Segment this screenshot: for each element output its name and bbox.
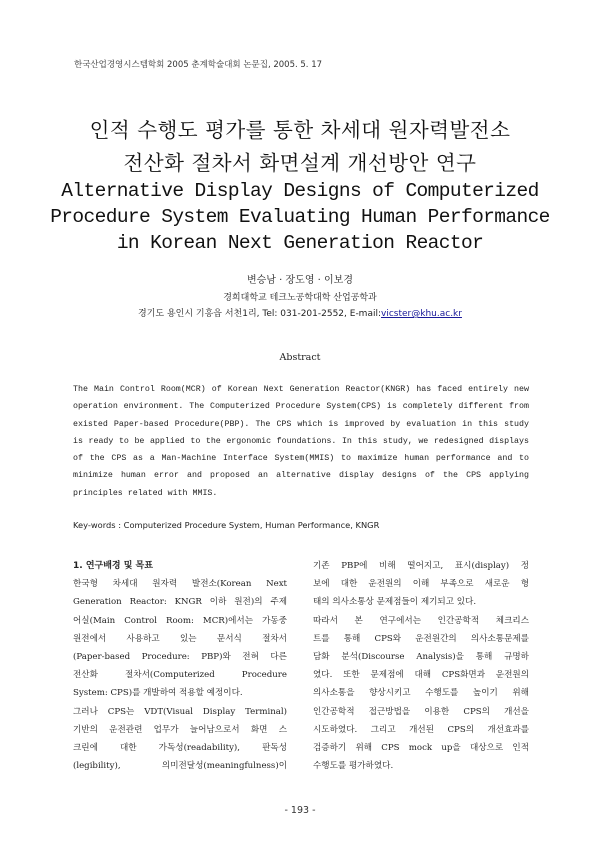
body-line: 크린에 대한 가독성(readability), 판독성	[73, 743, 287, 754]
right-column	[313, 557, 529, 775]
affiliation: 경희대학교 테크노공학대학 산업공학과	[223, 293, 377, 303]
page-number: - 193 -	[284, 805, 316, 816]
left-column	[73, 557, 287, 775]
abstract-line: The Main Control Room(MCR) of Korean Next Generation Reactor(KNGR) has faced entirely new	[73, 385, 529, 394]
address-line	[0, 306, 600, 319]
title-korean-line-1: 인적 수행도 평가를 통한 차세대 원자력발전소	[89, 118, 511, 142]
abstract-body	[73, 381, 529, 502]
journal-header: 한국산업경영시스템학회 2005 춘계학술대회 논문집, 2005. 5. 17	[74, 60, 323, 70]
body-line: 인간공학적 접근방법을 이용한 CPS의 개선을	[313, 706, 529, 717]
body-line: 보에 대한 운전원의 이해 부족으로 새로운 형	[313, 579, 529, 590]
body-line: 시도하였다. 그리고 개선된 CPS의 개선효과를	[313, 724, 529, 735]
body-line: 기반의 운전관련 업무가 늘어남으로서 화면 스	[73, 724, 287, 735]
title-korean-line-2: 전산화 절차서 화면설계 개선방안 연구	[123, 151, 477, 175]
abstract-line: minimize human error and proposed an alternative display designs of the CPS applying	[73, 471, 529, 481]
abstract-line: of the CPS as a Man-Machine Interface System(MMIS) to maximize human performance and to	[73, 454, 529, 464]
body-line: 였다. 또한 문제점에 대해 CPS화면과 운전원의	[313, 670, 529, 681]
title-english-line-1: Alternative Display Designs of Computerized	[61, 180, 539, 202]
title-english-line-2: Procedure System Evaluating Human Performance	[50, 206, 550, 228]
section-title: 1. 연구배경 및 목표	[73, 561, 153, 571]
abstract-line: operation environment. The Computerized Procedure System(CPS) is completely different from	[73, 402, 529, 412]
body-line: 담화 분석(Discourse Analysis)을 통해 규명하	[313, 652, 529, 663]
body-line: 의사소통을 향상시키고 수행도를 높이기 위해	[313, 688, 529, 699]
body-line: (legibility), 의미전달성(meaningfulness)이	[73, 761, 287, 772]
body-line: 전산화 절차서(Computerized Procedure	[73, 670, 287, 681]
body-line: 검증하기 위해 CPS mock up을 대상으로 인적	[313, 743, 529, 754]
title-english-line-3: in Korean Next Generation Reactor	[116, 232, 484, 254]
abstract-heading: Abstract	[279, 352, 321, 363]
author-list: 변승남 · 장도영 · 이보경	[246, 275, 353, 286]
body-line: 수행도를 평가하였다.	[313, 761, 394, 772]
body-line: (Paper-based Procedure: PBP)와 전혀 다른	[73, 652, 287, 663]
body-line: 한국형 차세대 원자력 발전소(Korean Next	[73, 579, 287, 590]
email-link[interactable]: vicster@khu.ac.kr	[381, 309, 462, 319]
address-text: 경기도 용인시 기흥읍 서천1리, Tel: 031-201-2552, E-mail:	[138, 309, 382, 319]
body-line: 따라서 본 연구에서는 인간공학적 체크리스	[313, 615, 529, 626]
abstract-line: existed Paper-based Procedure(PBP). The CPS which is improved by evaluation in this study	[73, 419, 529, 429]
body-line: 그러나 CPS는 VDT(Visual Display Terminal)	[73, 706, 287, 717]
abstract-line: is ready to be applied to the ergonomic foundations. In this study, we redesigned displays	[73, 436, 529, 446]
keywords: Key-words : Computerized Procedure System, Human Performance, KNGR	[73, 520, 380, 530]
body-line: System: CPS)를 개발하여 적용할 예정이다.	[73, 688, 243, 699]
body-line: 기존 PBP에 비해 떨어지고, 표시(display) 정	[313, 561, 529, 571]
body-line: Generation Reactor: KNGR 이하 원전)의 주제	[73, 597, 287, 608]
body-line: 트를 통해 CPS와 운전원간의 의사소통문제를	[313, 633, 529, 644]
abstract-line: principles related with MMIS.	[73, 488, 218, 498]
body-line: 어실(Main Control Room: MCR)에서는 가동중	[73, 615, 287, 626]
body-line: 원전에서 사용하고 있는 문서식 절차서	[73, 633, 287, 644]
body-line: 태의 의사소통상 문제점들이 제기되고 있다.	[313, 597, 477, 608]
